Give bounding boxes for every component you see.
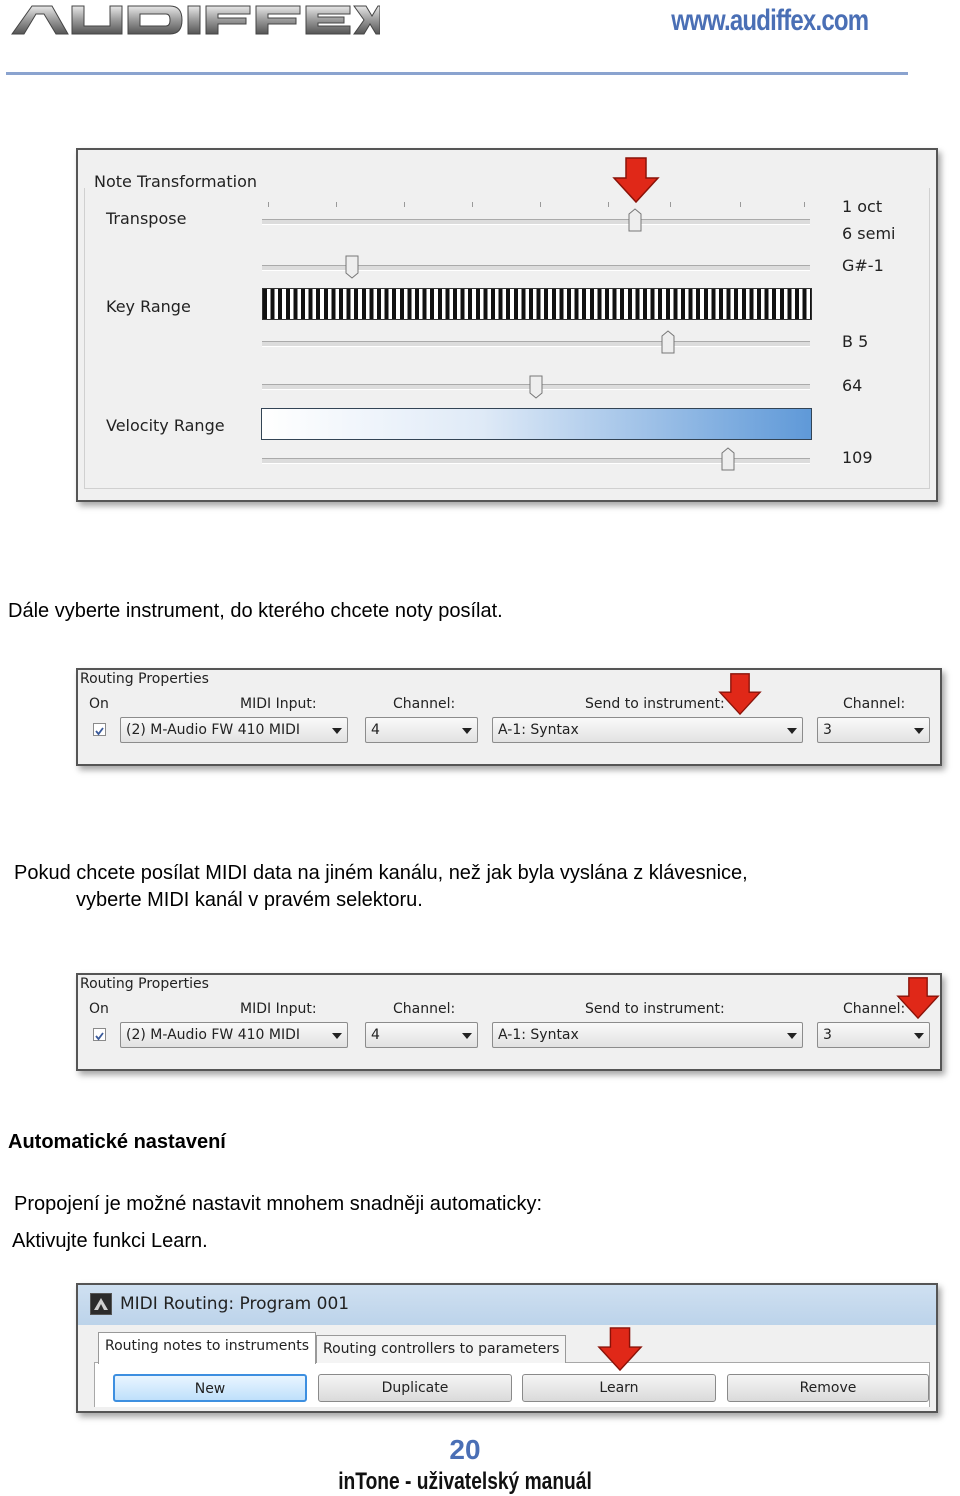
- remove-button[interactable]: Remove: [727, 1374, 929, 1402]
- dropdown-arrow-icon: [332, 1033, 342, 1039]
- col-on-label: On: [89, 696, 109, 712]
- velocity-low-thumb[interactable]: [529, 375, 543, 399]
- transpose-tick: [472, 202, 473, 207]
- channel-value: 4: [371, 1027, 380, 1043]
- transpose-octave-value: 1 oct: [842, 197, 883, 216]
- page-number: 20: [449, 1434, 481, 1465]
- app-icon: [90, 1293, 112, 1315]
- piano-keyboard: [262, 288, 812, 320]
- dropdown-arrow-icon: [787, 1033, 797, 1039]
- key-range-low-thumb[interactable]: [345, 255, 359, 279]
- paragraph-channel-line2: vyberte MIDI kanál v pravém selektoru.: [76, 889, 423, 911]
- col-channel2-label: Channel:: [843, 696, 906, 712]
- key-range-high-track[interactable]: [262, 341, 810, 347]
- col-channel2-label: Channel:: [843, 1001, 906, 1017]
- audiffex-logo: [10, 0, 380, 40]
- col-channel-label: Channel:: [393, 1001, 456, 1017]
- tab-routing-notes[interactable]: Routing notes to instruments: [98, 1332, 316, 1364]
- transpose-slider-track[interactable]: [262, 219, 810, 225]
- transpose-tick: [670, 202, 671, 207]
- instrument-select[interactable]: [492, 1022, 803, 1048]
- paragraph-automatic: Propojení je možné nastavit mnohem snadněji automaticky:: [14, 1193, 543, 1215]
- velocity-high-value: 109: [842, 448, 873, 467]
- red-arrow-icon: [612, 156, 660, 204]
- transpose-slider-thumb[interactable]: [628, 208, 642, 232]
- window-title: MIDI Routing: Program 001: [120, 1294, 350, 1314]
- dropdown-arrow-icon: [332, 728, 342, 734]
- website-url[interactable]: www.audiffex.com: [670, 4, 868, 37]
- routing-properties-title: Routing Properties: [80, 976, 209, 992]
- paragraph-learn: Aktivujte funkci Learn.: [12, 1230, 208, 1252]
- channel2-value: 3: [823, 1027, 832, 1043]
- col-channel-label: Channel:: [393, 696, 456, 712]
- instrument-value: A-1: Syntax: [498, 1027, 579, 1043]
- note-transformation-title: Note Transformation: [94, 172, 257, 191]
- routing-properties-title: Routing Properties: [80, 671, 209, 687]
- checkmark-icon: [94, 726, 105, 737]
- dropdown-arrow-icon: [787, 728, 797, 734]
- note-transformation-inner-border: [84, 188, 930, 489]
- channel2-select[interactable]: [817, 717, 930, 743]
- channel-value: 4: [371, 722, 380, 738]
- tab-routing-controllers[interactable]: Routing controllers to parameters: [316, 1335, 566, 1363]
- dropdown-arrow-icon: [462, 728, 472, 734]
- transpose-tick: [804, 202, 805, 207]
- col-midi-input-label: MIDI Input:: [240, 1001, 317, 1017]
- header-rule: [6, 72, 908, 75]
- red-arrow-icon: [896, 976, 940, 1020]
- transpose-tick: [404, 202, 405, 207]
- dropdown-arrow-icon: [914, 728, 924, 734]
- channel2-value: 3: [823, 722, 832, 738]
- midi-input-value: (2) M-Audio FW 410 MIDI: [126, 722, 300, 738]
- midi-input-select[interactable]: [120, 1022, 348, 1048]
- paragraph-channel-line1: Pokud chcete posílat MIDI data na jiném kanálu, než jak byla vyslána z klávesnice,: [14, 862, 748, 884]
- on-checkbox[interactable]: [93, 1028, 106, 1041]
- red-arrow-icon: [597, 1326, 643, 1372]
- transpose-tick: [740, 202, 741, 207]
- instrument-value: A-1: Syntax: [498, 722, 579, 738]
- instrument-select[interactable]: [492, 717, 803, 743]
- paragraph-select-instrument: Dále vyberte instrument, do kterého chcete noty posílat.: [8, 600, 503, 622]
- channel-select[interactable]: [365, 1022, 478, 1048]
- checkmark-icon: [94, 1031, 105, 1042]
- velocity-high-thumb[interactable]: [721, 447, 735, 471]
- midi-input-select[interactable]: [120, 717, 348, 743]
- midi-input-value: (2) M-Audio FW 410 MIDI: [126, 1027, 300, 1043]
- key-range-high-value: B 5: [842, 332, 869, 351]
- dropdown-arrow-icon: [462, 1033, 472, 1039]
- transpose-label: Transpose: [106, 209, 187, 228]
- col-midi-input-label: MIDI Input:: [240, 696, 317, 712]
- key-range-low-value: G#-1: [842, 256, 884, 275]
- transpose-tick: [540, 202, 541, 207]
- velocity-gradient-bar: [261, 408, 812, 440]
- col-on-label: On: [89, 1001, 109, 1017]
- key-range-high-thumb[interactable]: [661, 330, 675, 354]
- col-send-label: Send to instrument:: [585, 696, 725, 712]
- red-arrow-icon: [718, 672, 762, 716]
- key-range-label: Key Range: [106, 297, 191, 316]
- on-checkbox[interactable]: [93, 723, 106, 736]
- col-send-label: Send to instrument:: [585, 1001, 725, 1017]
- transpose-semi-value: 6 semi: [842, 224, 896, 243]
- channel2-select[interactable]: [817, 1022, 930, 1048]
- transpose-tick: [608, 202, 609, 207]
- section-heading-automatic: Automatické nastavení: [8, 1131, 226, 1153]
- velocity-range-label: Velocity Range: [106, 416, 225, 435]
- transpose-tick: [336, 202, 337, 207]
- dropdown-arrow-icon: [914, 1033, 924, 1039]
- transpose-tick: [268, 202, 269, 207]
- velocity-low-value: 64: [842, 376, 863, 395]
- manual-title: inTone - uživatelský manuál: [338, 1468, 592, 1495]
- channel-select[interactable]: [365, 717, 478, 743]
- duplicate-button[interactable]: Duplicate: [318, 1374, 512, 1402]
- new-button[interactable]: New: [113, 1374, 307, 1402]
- learn-button[interactable]: Learn: [522, 1374, 716, 1402]
